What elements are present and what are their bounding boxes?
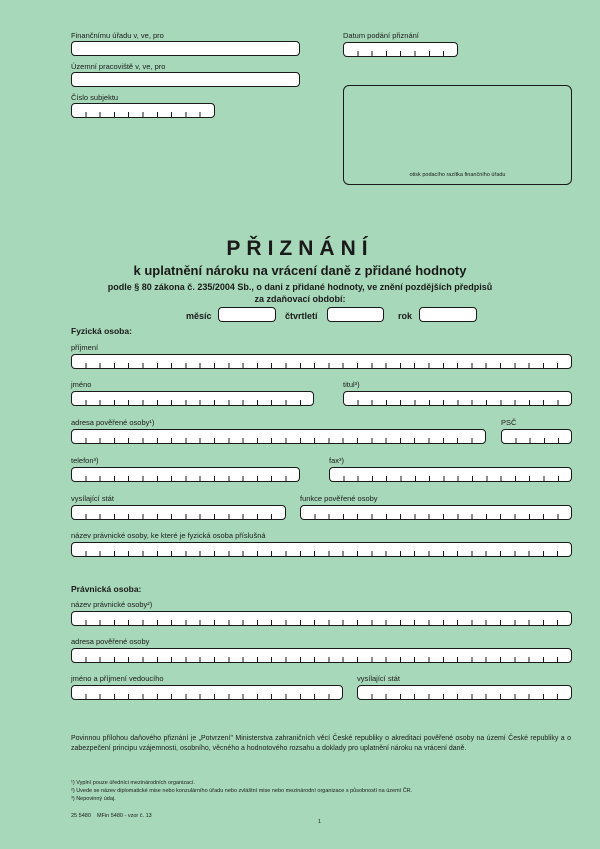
address-label: adresa pověřené osoby¹)	[71, 418, 155, 427]
quarter-field[interactable]	[327, 307, 384, 322]
surname-label: příjmení	[71, 343, 99, 352]
legal-name-field[interactable]	[71, 611, 572, 626]
function-field[interactable]	[300, 505, 572, 520]
subject-number-field[interactable]	[71, 103, 215, 118]
year-label: rok	[398, 311, 413, 321]
form-title: PŘIZNÁNÍ	[226, 237, 374, 260]
head-name-field[interactable]	[71, 685, 343, 700]
filing-date-field[interactable]	[343, 42, 458, 57]
footnote-1: ¹) Vyplní pouze úředníci mezinárodních organizací.	[71, 780, 195, 786]
footnote-2: ²) Uvede se název diplomatické mise nebo konzulárního úřadu nebo zvláštní mise nebo mezinárodní organizace s působností na území ČR.	[71, 788, 413, 794]
function-label: funkce pověřené osoby	[300, 494, 378, 503]
period-heading: za zdaňovací období:	[254, 294, 346, 304]
legal-person-heading: Právnická osoba:	[71, 584, 142, 594]
branch-field[interactable]	[71, 72, 300, 87]
form-subtitle: k uplatnění nároku na vrácení daně z přidané hodnoty	[133, 263, 467, 278]
legal-sending-state-field[interactable]	[357, 685, 572, 700]
address-field[interactable]	[71, 429, 486, 444]
sending-state-field[interactable]	[71, 505, 286, 520]
attachment-paragraph: Povinnou přílohou daňového přiznání je „Potvrzení" Ministerstva zahraničních věcí České republiky o akreditaci pověřené osoby na území České republiky a o zabezpečení principu vzájemnosti, osobního, věcného a hodnotového rozsahu a doklady pro uplatnění nároku na vrácení daně.	[71, 735, 571, 752]
sending-state-label: vysílající stát	[71, 494, 114, 503]
quarter-label: čtvrtletí	[285, 311, 318, 321]
phone-label: telefon³)	[71, 456, 99, 465]
legal-name-label: název právnické osoby²)	[71, 600, 153, 609]
stamp-box	[343, 85, 572, 185]
title-field[interactable]	[343, 391, 572, 406]
title-label: titul³)	[343, 380, 360, 389]
legal-address-label: adresa pověřené osoby	[71, 637, 150, 646]
legal-address-field[interactable]	[71, 648, 572, 663]
law-reference: podle § 80 zákona č. 235/2004 Sb., o dani z přidané hodnoty, ve znění pozdějších předpisů	[107, 282, 493, 292]
footnote-3: ³) Nepovinný údaj.	[71, 796, 116, 802]
page-number: 1	[318, 819, 322, 825]
filing-date-label: Datum podání přiznání	[343, 31, 419, 40]
surname-field[interactable]	[71, 354, 572, 369]
zip-label: PSČ	[501, 418, 517, 427]
head-name-label: jméno a příjmení vedoucího	[71, 674, 164, 683]
stamp-label: otisk podacího razítka finančního úřadu	[409, 172, 506, 178]
tax-office-field[interactable]	[71, 41, 300, 56]
year-field[interactable]	[419, 307, 477, 322]
zip-field[interactable]	[501, 429, 572, 444]
form-code: 25 5480 MFin 5480 - vzor č. 13	[71, 813, 152, 819]
natural-person-heading: Fyzická osoba:	[71, 326, 132, 336]
legal-sending-state-label: vysílající stát	[357, 674, 400, 683]
name-label: jméno	[71, 380, 92, 389]
month-field[interactable]	[218, 307, 276, 322]
fax-label: fax³)	[329, 456, 344, 465]
tax-office-label: Finančnímu úřadu v, ve, pro	[71, 31, 164, 40]
phone-field[interactable]	[71, 467, 300, 482]
branch-label: Územní pracoviště v, ve, pro	[71, 62, 166, 71]
month-label: měsíc	[186, 311, 212, 321]
legal-entity-label: název právnické osoby, ke které je fyzická osoba příslušná	[71, 531, 266, 540]
name-field[interactable]	[71, 391, 314, 406]
subject-number-label: Číslo subjektu	[71, 93, 119, 102]
fax-field[interactable]	[329, 467, 572, 482]
legal-entity-field[interactable]	[71, 542, 572, 557]
